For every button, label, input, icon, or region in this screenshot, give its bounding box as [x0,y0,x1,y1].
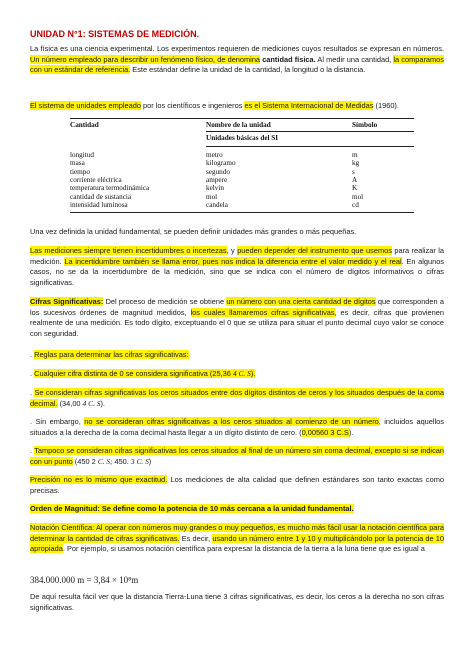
paragraph-rule-nonzero: . Cualquier cifra distinta de 0 se considera significativa (25,36 4 C. S). [30,369,256,378]
table-cell: longitud [70,150,94,159]
table-cell: kilogramo [206,159,236,168]
si-units-table [70,118,414,213]
table-header-symbol: Símbolo [352,121,378,129]
table-cell: intensidad luminosa [70,201,128,210]
table-subheader: Unidades básicas del SI [206,132,414,146]
paragraph-rule-leading-zeros: . Sin embargo, no se consideran cifras significativas a los ceros situados al comienzo de un número, incluidos aquellos situados a la derecha de la coma decimal hasta llegar a un dígito distinto de cero. (0,00560 3 C.S). [30,417,444,437]
table-cell: kelvin [206,184,224,193]
table-cell: tiempo [70,167,90,176]
document-title: UNIDAD N°1: SISTEMAS DE MEDICIÓN. [30,29,200,39]
table-cell: K [352,184,358,193]
paragraph-rules-heading: . Reglas para determinar las cifras significativas: [30,350,189,359]
table-cell: s [352,167,355,176]
table-cell: segundo [206,167,230,176]
paragraph-precision: Precisión no es lo mismo que exactitud. Los mediciones de alta calidad que definen estándares son tanto exactas como precisas. [30,475,444,495]
table-header-quantity: Cantidad [70,121,99,130]
table-cell: m [352,150,358,159]
paragraph-uncertainty: Las mediciones siempre tienen incertidumbres o incertezas, y pueden depender del instrumento que usemos para realizar la medición. La incertidumbre también se llama error, pues nos indica la diferencia entre el valor medido y el real. En algunos casos, no se da la incertidumbre de la medición, sino que se indica con el número de dígitos informativos o cifras significativas. [30,246,445,287]
paragraph-order-of-magnitude: Orden de Magnitud: Se define como la potencia de 10 más cercana a la unidad fundamental. [30,504,354,513]
equation-earth-moon: 384.000.000 m = 3,84 × 10⁸m [30,575,139,585]
table-cell: masa [70,159,85,168]
paragraph-significant-figures: Cifras Significativas: Del proceso de medición se obtiene un número con una cierta cantidad de dígitos que corresponden a los sucesivos órdenes de magnitud medidos, los cuales llamaremos cifras significativas, es decir, cifras que provienen realmente de una medición. Es todo dígito, exceptuando el 0 que se utiliza para situar el punto decimal cuyo valor se conoce con seguridad. [30,297,445,338]
paragraph-rule-trailing-zeros: . Tampoco se consideran cifras significativas los ceros situados al final de un número sin coma decimal, excepto si se indican con un punto (450 2 C. S; 450. 3 C. S) [30,446,444,466]
table-cell: temperatura termodinámica [70,184,150,193]
table-cell: cantidad de sustancia [70,192,132,201]
table-cell: mol [352,192,364,201]
table-cell: A [352,176,358,185]
table-cell: metro [206,150,223,159]
table-cell: candela [206,201,228,210]
paragraph-derived-units: Una vez definida la unidad fundamental, se pueden definir unidades más grandes o más pequeñas. [30,227,357,236]
table-cell: ampere [206,176,228,185]
table-cell: corriente eléctrica [70,176,122,185]
table-cell: mol [206,192,218,201]
paragraph-physical-quantity: La física es una ciencia experimental. Los experimentos requieren de mediciones cuyos resultados se expresan en números. Un número empleado para describir un fenómeno físico, de denomina cantidad física. Al medir una cantidad, la comparamos con un estándar de referencia. Este estándar define la unidad de la cantidad, la longitud o la distancia. [30,44,444,75]
table-cell: cd [352,201,359,210]
paragraph-conclusion: De aquí resulta fácil ver que la distancia Tierra-Luna tiene 3 cifras significativas, es decir, los ceros a la derecha no son cifras significativas. [30,592,444,612]
table-header-unit-name: Nombre de la unidad [206,121,271,129]
paragraph-rule-inner-zeros: . Se consideran cifras significativas los ceros situados entre dos dígitos distintos de ceros y los situados después de la coma decimal. (34,00 4 C. S). [30,388,444,408]
paragraph-si-system: El sistema de unidades empleado por los científicos e ingenieros es el Sistema Internacional de Medidas (1960). [30,101,399,110]
table-cell: kg [352,159,360,168]
paragraph-scientific-notation: Notación Científica: Al operar con números muy grandes o muy pequeños, es mucho más fácil usar la notación científica para determinar la cantidad de cifras significativas. Es decir, usando un número entre 1 y 10 y multiplicándolo por la potencia de 10 apropiada. Por ejemplo, si usamos notación científica para expresar la distancia de la tierra a la luna tiene que es igual a [30,523,444,554]
